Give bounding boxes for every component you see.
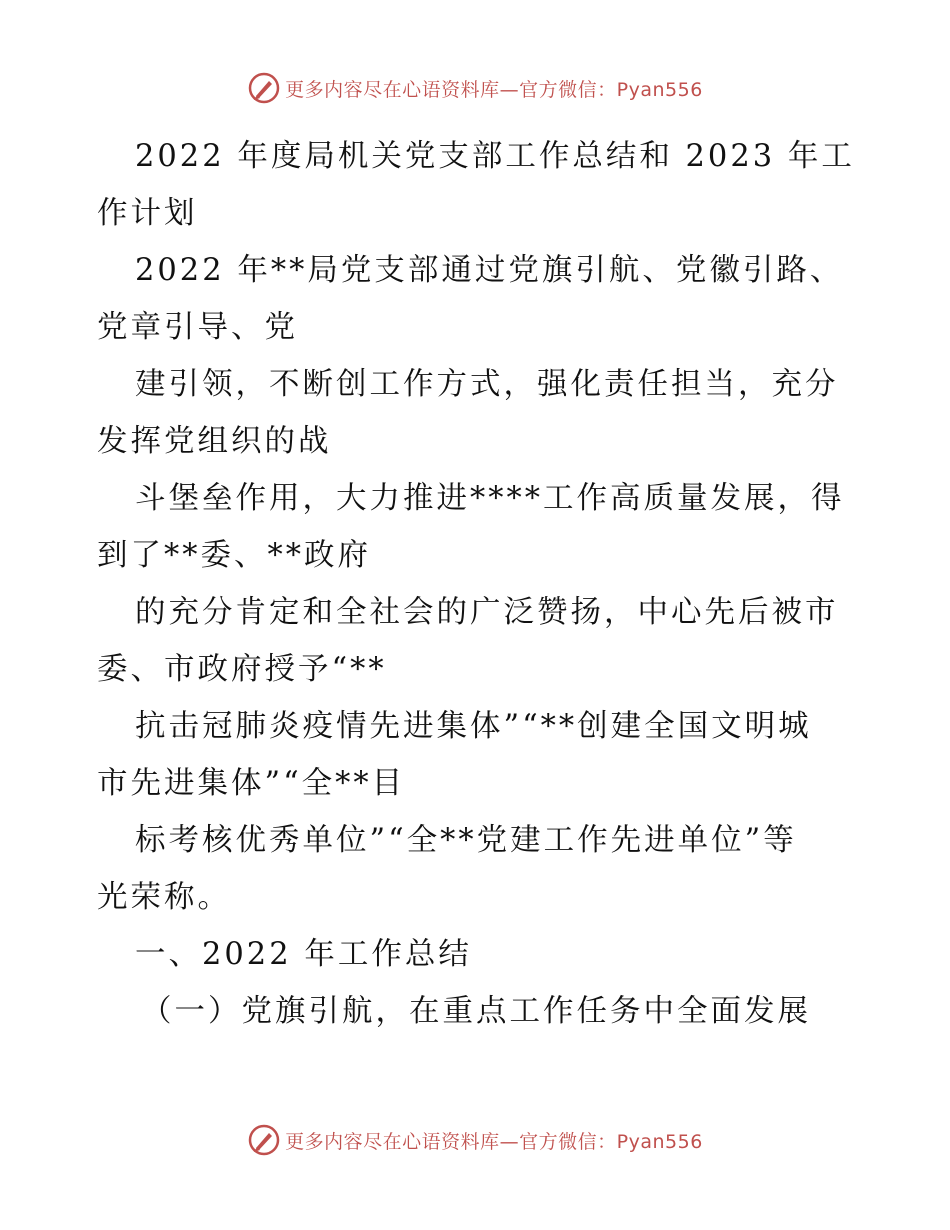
- paragraph-line: 到了**委、**政府: [97, 538, 371, 573]
- paragraph-line: 斗堡垒作用，大力推进****工作高质量发展，得: [135, 481, 845, 516]
- paragraph-line: 委、市政府授予“**: [97, 652, 387, 687]
- watermark-text: 更多内容尽在心语资料库—官方微信：Pyan556: [285, 78, 703, 101]
- paragraph-line: 光荣称。: [97, 880, 231, 915]
- title-line-1: 2022 年度局机关党支部工作总结和 2023 年工: [135, 139, 855, 174]
- watermark-text: 更多内容尽在心语资料库—官方微信：Pyan556: [285, 1130, 703, 1153]
- paragraph-line: 建引领，不断创工作方式，强化责任担当，充分: [135, 367, 839, 402]
- title-line-2: 作计划: [97, 196, 198, 231]
- paragraph-line: 发挥党组织的战: [97, 424, 332, 459]
- paragraph-line: 抗击冠肺炎疫情先进集体”“**创建全国文明城: [135, 709, 812, 744]
- document-body: [97, 128, 857, 1040]
- section-heading: 一、2022 年工作总结: [135, 937, 472, 972]
- paragraph-line: 标考核优秀单位”“全**党建工作先进单位”等: [135, 823, 797, 858]
- paragraph-line: 的充分肯定和全社会的广泛赞扬，中心先后被市: [135, 595, 839, 630]
- subsection-heading: （一）党旗引航，在重点工作任务中全面发展: [141, 994, 811, 1029]
- watermark-banner-top: [0, 68, 950, 108]
- paragraph-line: 2022 年**局党支部通过党旗引航、党徽引路、: [135, 253, 844, 288]
- pen-circle-logo-icon: [247, 1123, 281, 1157]
- watermark-banner-bottom: [0, 1120, 950, 1160]
- paragraph-line: 市先进集体”“全**目: [97, 766, 406, 801]
- paragraph-line: 党章引导、党: [97, 310, 298, 345]
- pen-circle-logo-icon: [247, 71, 281, 105]
